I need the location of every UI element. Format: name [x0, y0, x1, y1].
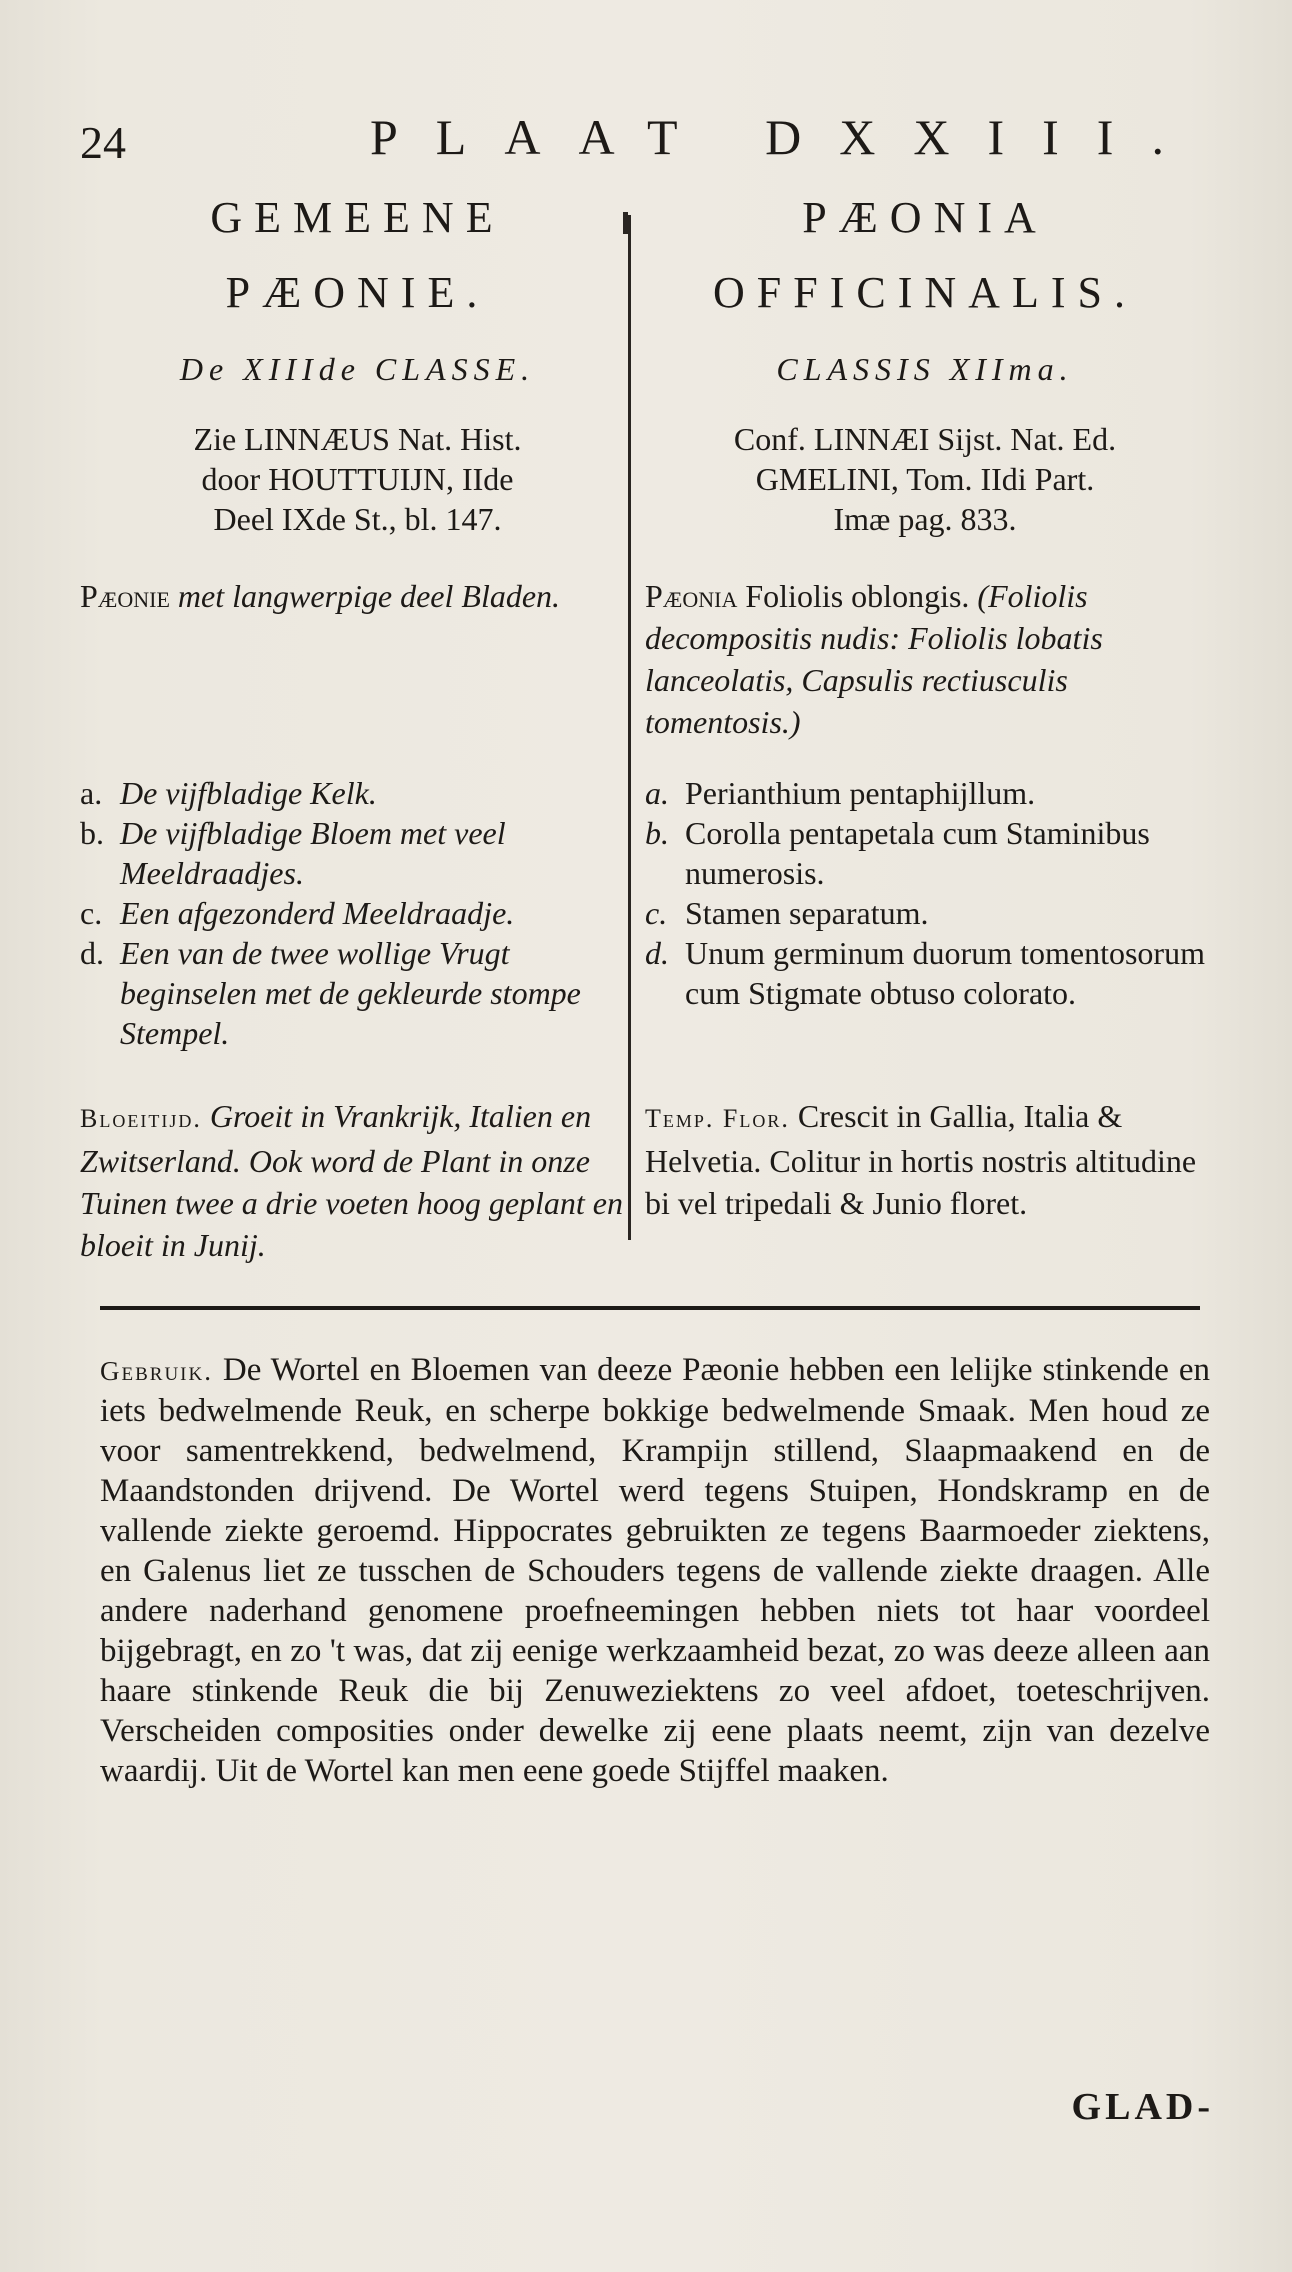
part-text: De vijfbladige Bloem met veel Meeldraadjes. [120, 815, 506, 891]
dutch-description-text: met langwerpige deel Bladen. [177, 578, 561, 614]
dutch-reference-line: Zie LINNÆUS Nat. Hist. [193, 421, 522, 457]
part-letter: b. [645, 815, 669, 851]
catchword: GLAD- [1071, 2086, 1214, 2128]
part-text: Corolla pentapetala cum Staminibus numerosis. [685, 815, 1150, 891]
latin-column [645, 185, 1205, 1224]
dutch-title-line1: GEMEENE [210, 193, 505, 242]
list-item [645, 893, 1205, 933]
dutch-reference-line: Deel IXde St., bl. 147. [213, 501, 502, 537]
part-letter: a. [645, 775, 669, 811]
part-text: Perianthium pentaphijllum. [685, 775, 1036, 811]
dutch-reference-line: door HOUTTUIJN, IIde [201, 461, 514, 497]
dutch-reference [80, 419, 635, 545]
latin-title-line1: PÆONIA [802, 193, 1048, 242]
list-item [80, 813, 635, 893]
latin-reference-line: GMELINI, Tom. IIdi Part. [755, 461, 1095, 497]
list-item [80, 773, 635, 813]
temp-flor-text: Crescit in Gallia, Italia & Helvetia. Colitur in hortis nostris altitudine bi vel tripedali & Junio floret. [645, 1098, 1197, 1221]
part-text: Een afgezonderd Meeldraadje. [120, 895, 515, 931]
part-text: Een van de twee wollige Vrugt beginselen met de gekleurde stompe Stempel. [120, 935, 581, 1051]
list-item [80, 933, 635, 1053]
latin-description-name: Pæonia [645, 578, 738, 614]
latin-reference [645, 419, 1205, 545]
latin-flowering-time [645, 1095, 1205, 1224]
list-item [80, 893, 635, 933]
latin-description-lead: Foliolis oblongis. [745, 578, 970, 614]
list-item [645, 773, 1205, 813]
part-letter: b. [80, 815, 104, 851]
latin-description-text: (Foliolis decompositis nudis: Foliolis lobatis lanceolatis, Capsulis rectiusculis tomentosis.) [645, 578, 1103, 740]
part-letter: c. [80, 895, 103, 931]
dutch-flowering-time [80, 1095, 635, 1266]
latin-parts-list [645, 773, 1205, 1063]
dutch-title-line2: PÆONIE. [225, 268, 490, 317]
part-text: De vijfbladige Kelk. [120, 775, 377, 811]
latin-reference-line: Conf. LINNÆI Sijst. Nat. Ed. [733, 421, 1117, 457]
part-letter: d. [645, 935, 669, 971]
part-letter: d. [80, 935, 104, 971]
flowering-text: Groeit in Vrankrijk, Italien en Zwitserland. Ook word de Plant in onze Tuinen twee a drie voeten hoog geplant en bloeit in Junij. [80, 1098, 623, 1263]
part-text: Unum germinum duorum tomentosorum cum Stigmate obtuso colorato. [685, 935, 1205, 1011]
dutch-column [80, 185, 635, 1266]
flowering-label: Bloeitijd. [80, 1104, 202, 1133]
page-header [70, 108, 1220, 168]
part-letter: c. [645, 895, 668, 931]
dutch-classe: De XIIIde CLASSE. [179, 351, 536, 387]
temp-flor-label: Temp. Flor. [645, 1104, 790, 1133]
usage-label: Gebruik. [100, 1356, 213, 1386]
page-number: 24 [80, 117, 126, 168]
dutch-parts-list [80, 773, 635, 1063]
latin-reference-line: Imæ pag. 833. [833, 501, 1017, 537]
plate-title: PLAAT DXXIII. [370, 109, 1202, 165]
usage-text: De Wortel en Bloemen van deeze Pæonie hebben een lelijke stinkende en iets bedwelmende Reuk, en scherpe bokkige bedwelmende Smaak. Men houd ze voor samentrekkend, bedwelmend, Krampijn stillend, Slaapmaakend en de Maandstonden drijvend. De Wortel werd tegens Stuipen, Hondskramp en de vallende ziekte geroemd. Hippocrates gebruikten ze tegens Baarmoeder ziektens, en Galenus liet ze tusschen de Schouders tegens de vallende ziekte draagen. Alle andere naderhand genomene proefneemingen hebben niets tot haar voordeel bijgebragt, en zo 't was, dat zij eenige werkzaamheid bezat, zo was deeze alleen aan haare stinkende Reuk die bij Zenuweziektens zo veel afdoet, toeteschrijven. Verscheiden composities onder dewelke zij eene plaats neemt, zijn van dezelve waardij. Uit de Wortel kan men eene goede Stijffel maaken. [100, 1352, 1210, 1789]
section-rule [100, 1306, 1200, 1310]
latin-title-line2: OFFICINALIS. [713, 268, 1137, 317]
usage-paragraph [100, 1350, 1210, 1791]
latin-description [645, 575, 1205, 765]
latin-classis: CLASSIS XIIma. [776, 351, 1074, 387]
dutch-description-name: Pæonie [80, 578, 170, 614]
list-item [645, 933, 1205, 1013]
list-item [645, 813, 1205, 893]
part-text: Stamen separatum. [685, 895, 929, 931]
dutch-description [80, 575, 635, 765]
part-letter: a. [80, 775, 103, 811]
